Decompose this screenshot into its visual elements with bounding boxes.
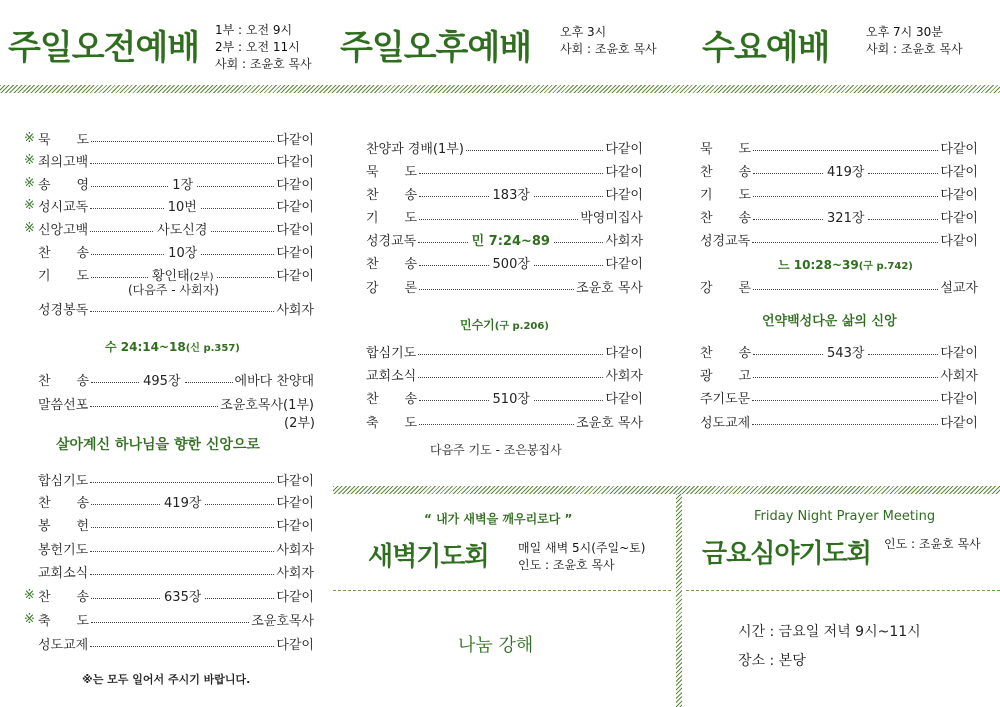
order-item-detail: 500장: [492, 256, 530, 272]
header-divider: [0, 85, 1000, 93]
sharing-lecture: 나눔 강해: [458, 635, 534, 656]
friday-prayer-leader: 인도 : 조윤호 목사: [884, 537, 981, 551]
leader-dots: [419, 196, 488, 197]
order-item-leader: 조윤호 목사: [576, 415, 643, 431]
leader-dots: [419, 424, 574, 425]
order-item-label: 찬양과 경배(1부): [366, 141, 464, 157]
order-row: [366, 252, 643, 272]
friday-place: 장소 : 본당: [738, 653, 806, 669]
order-item-label: 찬 송: [38, 589, 90, 605]
leader-dots: [91, 141, 274, 142]
leader-dots: [91, 254, 164, 255]
friday-dashed-line: [686, 590, 1000, 591]
order-row: [24, 369, 314, 389]
order-item-detail: 10장: [168, 245, 198, 261]
leader-dots: [90, 482, 274, 483]
order-row: [24, 298, 314, 318]
prayer-leader-name: 황인태: [151, 268, 190, 284]
order-item-leader: 다같이: [940, 210, 978, 226]
leader-dots: [90, 208, 163, 209]
leader-dots: [753, 289, 938, 290]
morning-info-line: 사회 : 조윤호 목사: [215, 57, 312, 71]
leader-dots: [466, 150, 603, 151]
leader-dots: [752, 242, 938, 243]
order-row: [24, 514, 314, 534]
leader-dots: [197, 186, 274, 187]
leader-dots: [418, 377, 603, 378]
leader-dots: [418, 242, 467, 243]
order-item-label: 봉헌기도: [38, 542, 89, 558]
friday-time: 시간 : 금요일 저녁 9시~11시: [738, 624, 921, 640]
order-item-leader: 다같이: [276, 518, 314, 534]
order-item-leader: 다같이: [940, 141, 978, 157]
leader-dots: [534, 265, 603, 266]
standing-mark: ※: [24, 587, 35, 603]
order-item-detail: 543장: [827, 345, 865, 361]
order-item-leader: 에바다 찬양대: [234, 373, 315, 389]
order-row: [24, 241, 314, 261]
order-row: [366, 387, 643, 407]
afternoon-info-line: 오후 3시: [560, 25, 607, 39]
order-row: [366, 137, 643, 157]
dawn-info-line: 인도 : 조윤호 목사: [518, 558, 615, 572]
order-row: [700, 160, 978, 180]
scripture-reference: [105, 338, 240, 355]
wednesday-service-title: 수요예배: [702, 28, 830, 68]
standing-footnote: ※는 모두 일어서 주시기 바랍니다.: [82, 673, 251, 686]
leader-dots: [753, 354, 823, 355]
order-item-leader: 조윤호목사: [251, 613, 314, 629]
order-item-leader: 다같이: [605, 164, 643, 180]
order-item-leader: 다같이: [940, 391, 978, 407]
order-row: [366, 229, 643, 249]
order-item-leader: 다같이: [276, 268, 315, 284]
order-item-detail: 183장: [492, 187, 530, 203]
dawn-quote: “ 내가 새벽을 깨우리로다 ”: [424, 512, 573, 526]
order-row: [700, 387, 978, 407]
order-item-label: 합심기도: [366, 345, 417, 361]
sermon-title: 언약백성다운 삶의 신앙: [762, 314, 897, 329]
order-item-label: 교회소식: [366, 368, 417, 384]
leader-dots: [211, 231, 274, 232]
order-item-label: 성경봉독: [38, 302, 89, 318]
order-item-label: 죄의고백: [38, 154, 89, 170]
order-item-label: 말씀선포: [38, 397, 89, 413]
leader-dots: [752, 424, 938, 425]
order-item-label: 기 도: [38, 268, 90, 284]
order-item-leader: 다같이: [276, 495, 314, 511]
order-item-label: 찬 송: [366, 256, 418, 272]
leader-dots: [185, 382, 233, 383]
order-row: [366, 160, 643, 180]
order-item-label: 광 고: [700, 368, 752, 384]
standing-mark: ※: [24, 175, 35, 191]
order-item-leader: 사회자: [276, 302, 314, 318]
standing-mark: ※: [24, 197, 35, 213]
leader-dots: [418, 354, 603, 355]
leader-dots: [753, 173, 823, 174]
scripture-text: 수 24:14~18: [105, 340, 186, 354]
order-row: [24, 633, 314, 653]
leader-dots: [868, 219, 938, 220]
wednesday-info-line: 사회 : 조윤호 목사: [866, 42, 963, 56]
order-row: [700, 206, 978, 226]
order-row: [366, 183, 643, 203]
order-item-leader: 다같이: [940, 345, 978, 361]
order-item-leader: 다같이: [276, 154, 314, 170]
order-item-leader: 다같이: [605, 187, 643, 203]
leader-dots: [868, 173, 938, 174]
order-item-label: 교회소식: [38, 565, 89, 581]
leader-dots: [201, 254, 274, 255]
leader-dots: [91, 527, 274, 528]
order-item-label: 찬 송: [700, 345, 752, 361]
leader-dots: [753, 196, 938, 197]
leader-dots: [205, 504, 274, 505]
leader-dots: [554, 242, 603, 243]
leader-dots: [90, 311, 274, 312]
order-item-label: 기 도: [366, 210, 418, 226]
order-row: [24, 561, 314, 581]
order-item-leader: 사회자: [605, 233, 644, 249]
order-row: [24, 585, 314, 605]
order-item-label: 주기도문: [700, 391, 751, 407]
order-row: [700, 341, 978, 361]
order-item-detail: 510장: [492, 391, 530, 407]
order-item-leader: 다같이: [276, 199, 314, 215]
order-item-detail: 사도신경: [157, 222, 208, 238]
order-item-label: 찬 송: [38, 245, 90, 261]
order-item-detail: 419장: [827, 164, 865, 180]
order-item-label: 송 영: [38, 177, 90, 193]
order-row: [700, 183, 978, 203]
order-item-leader: 다같이: [276, 473, 314, 489]
order-item-label: 성도교제: [38, 637, 89, 653]
order-row: [24, 491, 314, 511]
next-week-prayer: 다음주 기도 - 조은봉집사: [430, 443, 562, 457]
order-row: [24, 173, 314, 193]
leader-dots: [205, 598, 274, 599]
order-item-detail: 419장: [164, 495, 202, 511]
bottom-section-divider: [333, 486, 1000, 494]
order-item-leader: 박영미집사: [580, 210, 643, 226]
wednesday-service-info: [866, 24, 963, 58]
leader-dots: [91, 504, 160, 505]
order-item-label: 강 론: [700, 280, 752, 296]
order-item-leader: 다같이: [940, 187, 978, 203]
order-item-leader: 사회자: [940, 368, 978, 384]
order-item-label: 신앙고백: [38, 222, 89, 238]
order-row: [700, 229, 978, 249]
order-item-label: 성도교제: [700, 415, 751, 431]
order-item-leader: 조윤호 목사: [576, 280, 643, 296]
morning-info-line: 2부 : 오전 11시: [215, 40, 300, 54]
order-item-label: 묵 도: [38, 132, 90, 148]
morning-info-line: 1부 : 오전 9시: [215, 23, 293, 37]
order-row: [366, 276, 643, 296]
order-item-label: 묵 도: [366, 164, 418, 180]
scripture-page: (구 p.742): [858, 261, 913, 272]
order-item-leader: 다같이: [276, 177, 314, 193]
leader-dots: [90, 646, 274, 647]
leader-dots: [752, 400, 938, 401]
order-item-detail: 민 7:24~89: [471, 233, 550, 249]
order-item-leader: 사회자: [276, 542, 314, 558]
prayer-leader-service: (2부): [189, 271, 214, 283]
order-item-label: 기 도: [700, 187, 752, 203]
order-item-leader: 다같이: [276, 637, 314, 653]
order-item-leader: 다같이: [605, 256, 643, 272]
order-item-label: 합심기도: [38, 473, 89, 489]
leader-dots: [91, 622, 249, 623]
order-row: [24, 469, 314, 489]
dawn-prayer-title: 새벽기도회: [368, 542, 489, 572]
order-item-detail: 1장: [172, 177, 194, 193]
leader-dots: [90, 406, 218, 407]
order-row: [366, 341, 643, 361]
friday-prayer-title: 금요심야기도회: [702, 539, 871, 569]
leader-dots: [91, 277, 148, 278]
order-item-leader: 사회자: [276, 565, 314, 581]
sermon-page: (구 p.206): [494, 321, 549, 332]
order-item-detail: 495장: [143, 373, 181, 389]
order-item-leader: 다같이: [605, 141, 643, 157]
morning-service-title: 주일오전예배: [8, 28, 200, 68]
order-row: [366, 411, 643, 431]
order-row: [24, 150, 314, 170]
order-item-leader: 다같이: [940, 415, 978, 431]
order-item-leader: 사회자: [605, 368, 643, 384]
order-item-label: 축 도: [38, 613, 90, 629]
afternoon-service-info: [560, 24, 657, 58]
leader-dots: [419, 219, 578, 220]
order-item-leader: 다같이: [276, 245, 315, 261]
order-item-label: 봉 헌: [38, 518, 90, 534]
scripture-text: 느 10:28~39: [778, 258, 859, 272]
leader-dots: [868, 354, 938, 355]
leader-dots: [90, 574, 274, 575]
afternoon-info-line: 사회 : 조윤호 목사: [560, 42, 657, 56]
order-item-detail: 321장: [827, 210, 865, 226]
sermon-book: 민수기: [460, 318, 495, 332]
afternoon-service-title: 주일오후예배: [340, 28, 532, 68]
leader-dots: [419, 173, 603, 174]
order-item-label: 찬 송: [700, 210, 752, 226]
order-row: [24, 538, 314, 558]
leader-dots: [90, 163, 274, 164]
order-row: [24, 218, 314, 238]
order-row: [24, 393, 314, 413]
dawn-dashed-line: [333, 590, 671, 591]
bottom-column-divider: [676, 494, 682, 707]
order-item-detail: 10번: [167, 199, 197, 215]
standing-mark: ※: [24, 220, 35, 236]
order-row: [24, 128, 314, 148]
order-item-label: 성경교독: [700, 233, 751, 249]
leader-dots: [91, 598, 160, 599]
order-item-leader: 다같이: [276, 589, 314, 605]
order-row: [366, 206, 643, 226]
order-item-leader: 다같이: [276, 222, 314, 238]
order-row: [366, 364, 643, 384]
friday-subtitle: Friday Night Prayer Meeting: [754, 509, 936, 524]
order-row: [24, 609, 314, 629]
order-item-label: 찬 송: [38, 373, 90, 389]
order-item-leader: 다같이: [605, 345, 643, 361]
order-item-detail: 635장: [164, 589, 202, 605]
order-item-label: 성시교독: [38, 199, 89, 215]
leader-dots: [753, 150, 938, 151]
leader-dots: [419, 265, 488, 266]
order-row: [24, 195, 314, 215]
leader-dots: [90, 231, 153, 232]
standing-mark: ※: [24, 611, 35, 627]
scripture-page: (신 p.357): [185, 343, 240, 354]
next-week-prayer-note: (다음주 - 사회자): [128, 283, 219, 297]
leader-dots: [753, 377, 938, 378]
sermon-title: [460, 316, 549, 333]
dawn-prayer-info: [518, 540, 645, 574]
sermon-title: 살아계신 하나님을 향한 신앙으로: [56, 437, 260, 453]
order-item-label: 축 도: [366, 415, 418, 431]
standing-mark: ※: [24, 130, 35, 146]
standing-mark: ※: [24, 152, 35, 168]
order-row: [700, 276, 978, 296]
order-row: [700, 137, 978, 157]
order-item-label: 강 론: [366, 280, 418, 296]
dawn-info-line: 매일 새벽 5시(주일~토): [518, 541, 646, 555]
order-item-leader: 조윤호목사(1부): [220, 397, 314, 413]
leader-dots: [419, 289, 574, 290]
wednesday-info-line: 오후 7시 30분: [866, 25, 943, 39]
order-row: [700, 364, 978, 384]
leader-dots: [534, 400, 603, 401]
leader-dots: [419, 400, 488, 401]
leader-dots: [217, 277, 274, 278]
leader-dots: [90, 551, 274, 552]
leader-dots: [91, 186, 168, 187]
order-item-label: 찬 송: [366, 391, 418, 407]
leader-dots: [534, 196, 603, 197]
order-item-leader: 다같이: [940, 233, 978, 249]
order-item-leader: 다같이: [276, 132, 314, 148]
leader-dots: [201, 208, 274, 209]
order-item-label: 찬 송: [38, 495, 90, 511]
order-item-label: 묵 도: [700, 141, 752, 157]
leader-dots: [753, 219, 823, 220]
sermon-second-service-note: (2부): [284, 416, 315, 431]
order-item-leader: 다같이: [940, 164, 978, 180]
morning-service-info: [215, 22, 312, 73]
leader-dots: [91, 382, 139, 383]
order-item-label: 찬 송: [366, 187, 418, 203]
order-item-label: 찬 송: [700, 164, 752, 180]
order-row: [700, 411, 978, 431]
order-item-leader: 다같이: [605, 391, 643, 407]
order-item-label: 성경교독: [366, 233, 417, 249]
scripture-reference: [778, 256, 913, 273]
order-item-leader: 설교자: [940, 280, 978, 296]
